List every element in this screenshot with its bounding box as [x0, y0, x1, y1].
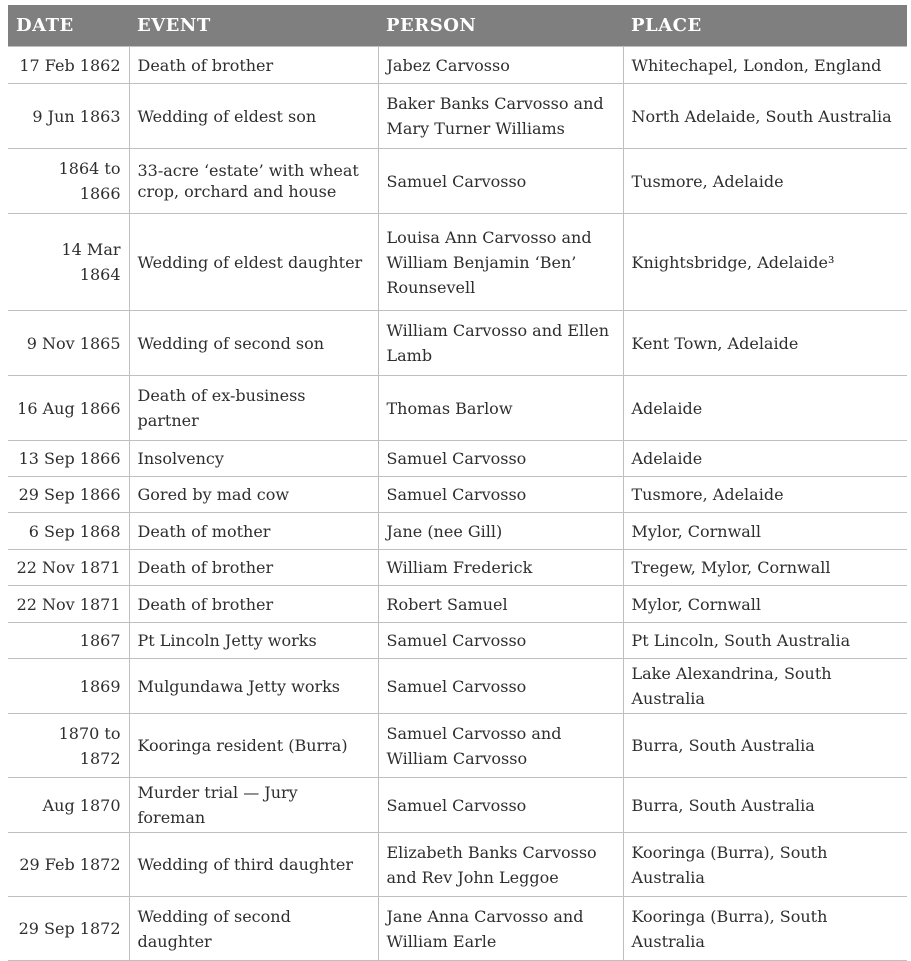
table-row — [8, 441, 907, 477]
event-cell: Kooringa resident (Burra) — [129, 714, 378, 778]
event-cell: Death of brother — [129, 550, 378, 586]
table-row — [8, 513, 907, 550]
place-cell: North Adelaide, South Australia — [623, 84, 907, 149]
event-cell: Death of ex-business partner — [129, 376, 378, 441]
event-cell: Mulgundawa Jetty works — [129, 659, 378, 714]
person-cell: Samuel Carvosso — [378, 778, 623, 833]
person-cell: Robert Samuel — [378, 586, 623, 623]
event-cell: Wedding of third daughter — [129, 833, 378, 897]
event-cell: Wedding of second daughter — [129, 897, 378, 961]
header-event: EVENT — [129, 5, 378, 47]
table-row — [8, 778, 907, 833]
place-cell: Kooringa (Burra), South Australia — [623, 833, 907, 897]
date-cell: 13 Sep 1866 — [8, 441, 129, 477]
person-cell: Samuel Carvosso — [378, 623, 623, 659]
event-cell: Murder trial — Jury foreman — [129, 778, 378, 833]
event-cell: Death of brother — [129, 47, 378, 84]
person-cell: Jane (nee Gill) — [378, 513, 623, 550]
place-cell: Adelaide — [623, 376, 907, 441]
table-row — [8, 714, 907, 778]
table-row — [8, 659, 907, 714]
place-cell: Kent Town, Adelaide — [623, 311, 907, 376]
table-row — [8, 149, 907, 214]
person-cell: Elizabeth Banks Carvosso and Rev John Leggoe — [378, 833, 623, 897]
header-date: DATE — [8, 5, 129, 47]
event-cell: Death of mother — [129, 513, 378, 550]
place-cell: Mylor, Cornwall — [623, 513, 907, 550]
event-cell: Wedding of second son — [129, 311, 378, 376]
place-cell: Lake Alexandrina, South Australia — [623, 659, 907, 714]
header-row — [8, 5, 907, 47]
event-cell: Insolvency — [129, 441, 378, 477]
person-cell: Thomas Barlow — [378, 376, 623, 441]
date-cell: 1864 to 1866 — [8, 149, 129, 214]
date-cell: 17 Feb 1862 — [8, 47, 129, 84]
person-cell: Baker Banks Carvosso and Mary Turner Williams — [378, 84, 623, 149]
date-cell: 9 Nov 1865 — [8, 311, 129, 376]
table-row — [8, 376, 907, 441]
date-cell: 16 Aug 1866 — [8, 376, 129, 441]
table-row — [8, 586, 907, 623]
date-cell: 6 Sep 1868 — [8, 513, 129, 550]
person-cell: Louisa Ann Carvosso and William Benjamin ‘Ben’ Rounsevell — [378, 214, 623, 311]
table-row — [8, 833, 907, 897]
table-row — [8, 214, 907, 311]
place-cell: Burra, South Australia — [623, 714, 907, 778]
header-place: PLACE — [623, 5, 907, 47]
person-cell: Jane Anna Carvosso and William Earle — [378, 897, 623, 961]
event-cell: Wedding of eldest daughter — [129, 214, 378, 311]
date-cell: 29 Sep 1866 — [8, 477, 129, 513]
place-cell: Pt Lincoln, South Australia — [623, 623, 907, 659]
place-cell: Whitechapel, London, England — [623, 47, 907, 84]
person-cell: Samuel Carvosso — [378, 149, 623, 214]
place-cell: Kooringa (Burra), South Australia — [623, 897, 907, 961]
events-table — [8, 5, 907, 961]
place-cell: Tusmore, Adelaide — [623, 477, 907, 513]
event-cell: Death of brother — [129, 586, 378, 623]
date-cell: 29 Sep 1872 — [8, 897, 129, 961]
table-row — [8, 897, 907, 961]
person-cell: Samuel Carvosso — [378, 477, 623, 513]
table-row — [8, 311, 907, 376]
date-cell: 1869 — [8, 659, 129, 714]
date-cell: 9 Jun 1863 — [8, 84, 129, 149]
person-cell: Samuel Carvosso — [378, 441, 623, 477]
place-cell: Tusmore, Adelaide — [623, 149, 907, 214]
header-person: PERSON — [378, 5, 623, 47]
event-cell: 33-acre ‘estate’ with wheat crop, orchard and house — [129, 149, 378, 214]
table-row — [8, 84, 907, 149]
person-cell: William Carvosso and Ellen Lamb — [378, 311, 623, 376]
date-cell: 22 Nov 1871 — [8, 586, 129, 623]
person-cell: Jabez Carvosso — [378, 47, 623, 84]
date-cell: 1870 to 1872 — [8, 714, 129, 778]
table-row — [8, 550, 907, 586]
person-cell: William Frederick — [378, 550, 623, 586]
place-cell: Burra, South Australia — [623, 778, 907, 833]
place-cell: Adelaide — [623, 441, 907, 477]
table-row — [8, 623, 907, 659]
place-cell: Mylor, Cornwall — [623, 586, 907, 623]
table-row — [8, 47, 907, 84]
place-cell: Knightsbridge, Adelaide³ — [623, 214, 907, 311]
date-cell: 1867 — [8, 623, 129, 659]
event-cell: Pt Lincoln Jetty works — [129, 623, 378, 659]
table-row — [8, 477, 907, 513]
date-cell: Aug 1870 — [8, 778, 129, 833]
event-cell: Gored by mad cow — [129, 477, 378, 513]
place-cell: Tregew, Mylor, Cornwall — [623, 550, 907, 586]
person-cell: Samuel Carvosso and William Carvosso — [378, 714, 623, 778]
date-cell: 14 Mar 1864 — [8, 214, 129, 311]
date-cell: 22 Nov 1871 — [8, 550, 129, 586]
date-cell: 29 Feb 1872 — [8, 833, 129, 897]
event-cell: Wedding of eldest son — [129, 84, 378, 149]
person-cell: Samuel Carvosso — [378, 659, 623, 714]
